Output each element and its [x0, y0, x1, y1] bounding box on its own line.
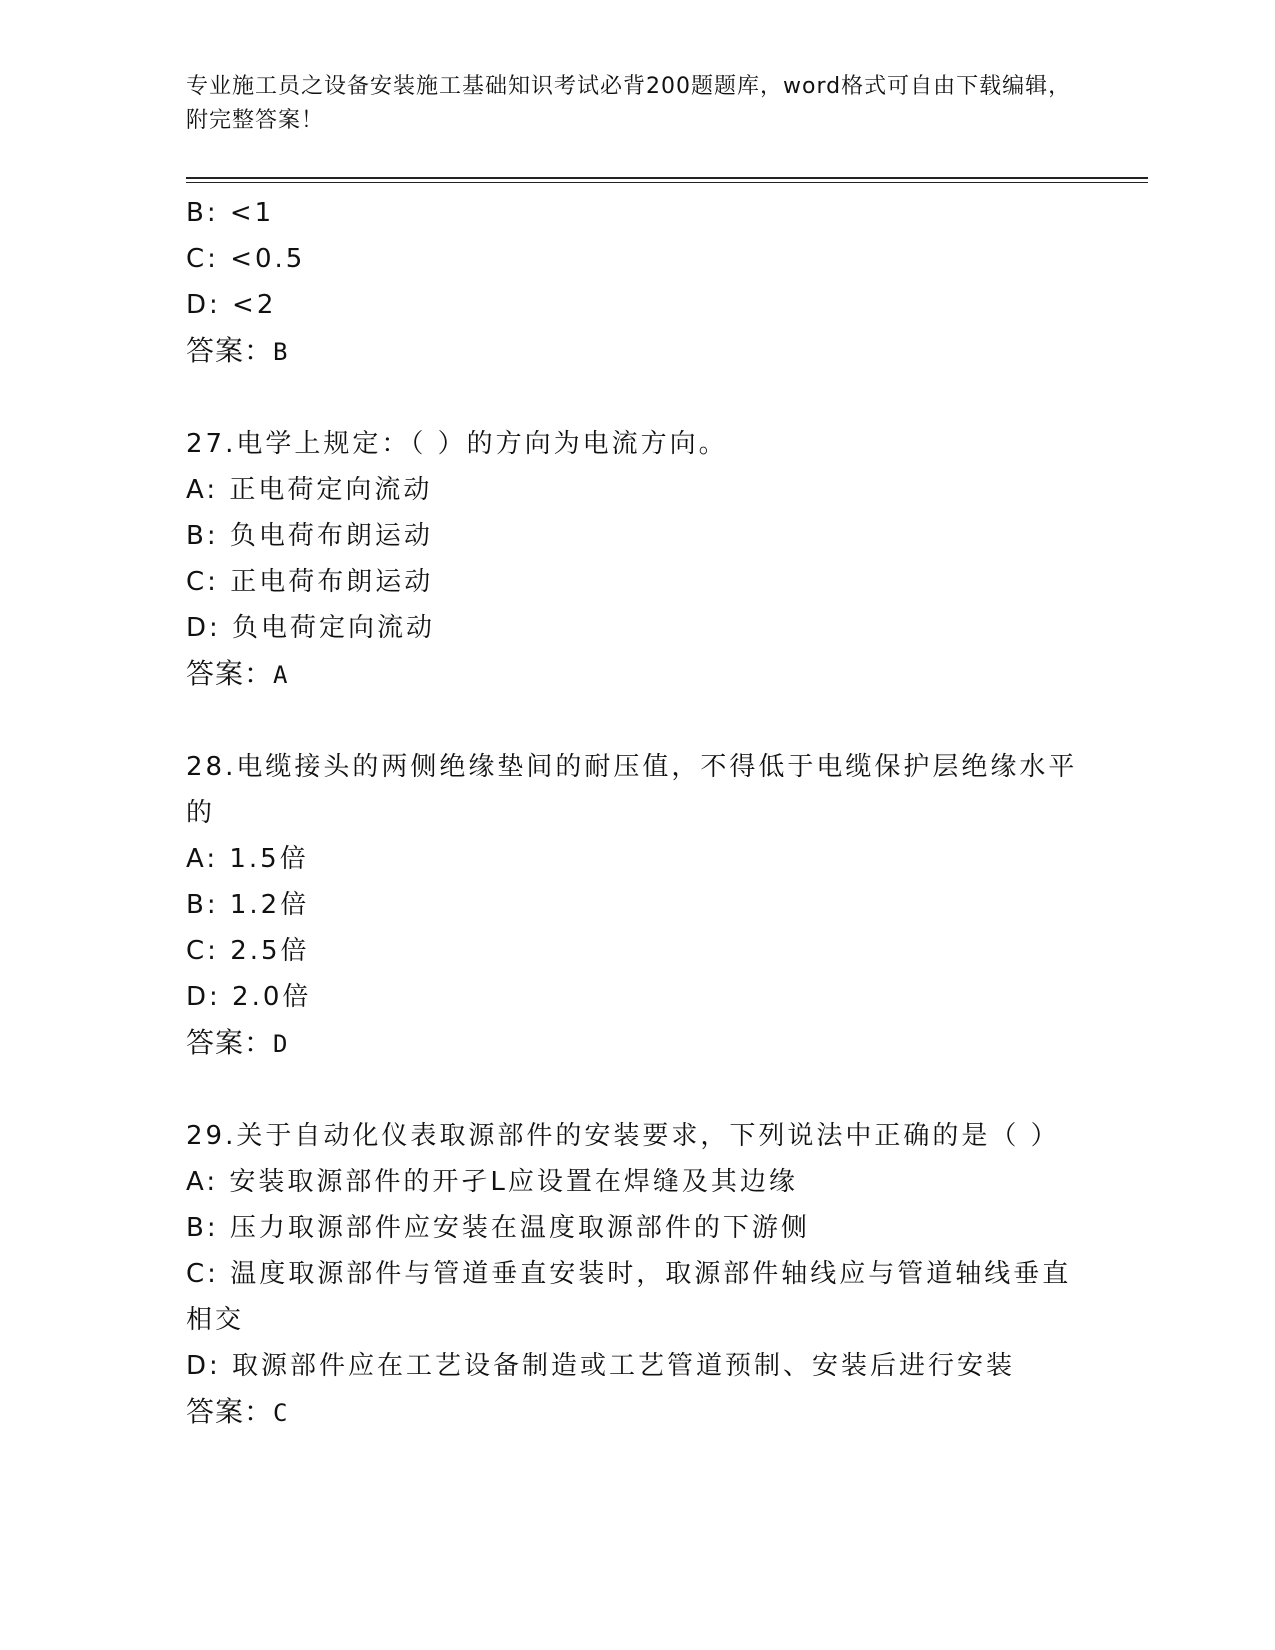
option-d — [186, 282, 1086, 328]
option-text: 1.5倍 — [229, 844, 309, 874]
answer-line — [186, 651, 1086, 698]
option-label: A: — [186, 844, 219, 874]
question-28 — [186, 744, 1086, 1067]
question-list — [186, 190, 1086, 1436]
spacer — [186, 1067, 1086, 1113]
option-c — [186, 236, 1086, 282]
question-27 — [186, 421, 1086, 698]
option-b — [186, 513, 1086, 559]
option-text: 1.2倍 — [229, 890, 310, 920]
option-b — [186, 190, 1086, 236]
option-text: <1 — [229, 198, 275, 228]
question-fragment — [186, 190, 1086, 375]
option-c — [186, 1251, 1086, 1343]
option-text: 负电荷定向流动 — [232, 613, 436, 643]
answer-value: D — [273, 1030, 289, 1058]
answer-label: 答案： — [186, 1026, 274, 1059]
option-text: <2 — [232, 290, 277, 320]
header-divider-thick — [186, 177, 1148, 179]
header-divider-thin — [186, 182, 1148, 183]
answer-label: 答案： — [186, 1395, 274, 1428]
option-text: 压力取源部件应安装在温度取源部件的下游侧 — [229, 1213, 810, 1243]
option-label: D: — [186, 982, 221, 1012]
option-text: 2.5倍 — [230, 936, 310, 966]
option-text: 温度取源部件与管道垂直安装时，取源部件轴线应与管道轴线垂直相交 — [186, 1259, 1072, 1335]
option-label: B: — [186, 890, 219, 920]
option-text: 2.0倍 — [232, 982, 312, 1012]
option-label: C: — [186, 567, 219, 597]
option-c — [186, 559, 1086, 605]
option-text: 正电荷布朗运动 — [230, 567, 434, 597]
option-text: <0.5 — [230, 244, 306, 274]
option-d — [186, 605, 1086, 651]
option-d — [186, 974, 1086, 1020]
option-label: C: — [186, 936, 219, 966]
option-c — [186, 928, 1086, 974]
spacer — [186, 698, 1086, 744]
option-a — [186, 467, 1086, 513]
option-label: A: — [186, 475, 219, 505]
option-a — [186, 1159, 1086, 1205]
question-stem: 28.电缆接头的两侧绝缘垫间的耐压值，不得低于电缆保护层绝缘水平的 — [186, 752, 1078, 828]
option-d — [186, 1343, 1086, 1389]
option-text: 取源部件应在工艺设备制造或工艺管道预制、安装后进行安装 — [232, 1351, 1016, 1381]
option-label: D: — [186, 1351, 221, 1381]
option-b — [186, 1205, 1086, 1251]
option-text: 正电荷定向流动 — [229, 475, 433, 505]
option-a — [186, 836, 1086, 882]
option-label: B: — [186, 198, 219, 228]
option-text: 负电荷布朗运动 — [229, 521, 433, 551]
spacer — [186, 375, 1086, 421]
question-29 — [186, 1113, 1086, 1436]
option-label: C: — [186, 244, 219, 274]
answer-value: B — [273, 338, 289, 366]
option-label: B: — [186, 1213, 219, 1243]
option-label: D: — [186, 290, 221, 320]
answer-line — [186, 1389, 1086, 1436]
answer-label: 答案： — [186, 334, 274, 367]
answer-line — [186, 328, 1086, 375]
answer-value: C — [273, 1399, 289, 1427]
option-b — [186, 882, 1086, 928]
option-text: 安装取源部件的开孑L应设置在焊缝及其边缘 — [229, 1167, 798, 1197]
question-stem: 27.电学上规定：（ ）的方向为电流方向。 — [186, 429, 728, 459]
answer-value: A — [273, 661, 289, 689]
answer-line — [186, 1020, 1086, 1067]
answer-label: 答案： — [186, 657, 274, 690]
option-label: C: — [186, 1259, 219, 1289]
option-label: B: — [186, 521, 219, 551]
document-header: 专业施工员之设备安装施工基础知识考试必背200题题库，word格式可自由下载编辑，附完整答案！ — [186, 74, 1072, 133]
question-stem: 29.关于自动化仪表取源部件的安装要求，下列说法中正确的是（ ） — [186, 1121, 1060, 1151]
option-label: A: — [186, 1167, 219, 1197]
option-label: D: — [186, 613, 221, 643]
